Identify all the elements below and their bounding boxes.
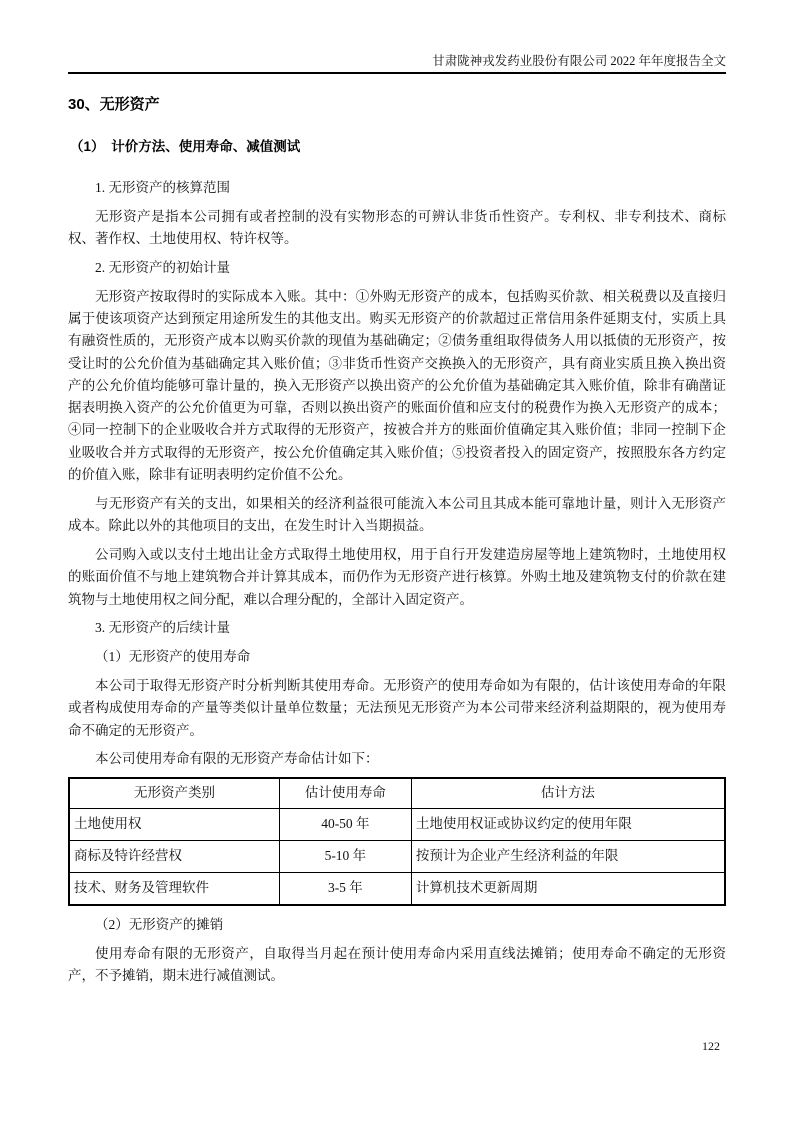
- expenditure-paragraph: 与无形资产有关的支出，如果相关的经济利益很可能流入本公司且其成本能可靠地计量，则计入无形资产成本。除此以外的其他项目的支出，在发生时计入当期损益。: [68, 495, 726, 534]
- item2-heading: 2. 无形资产的初始计量: [95, 259, 230, 275]
- item1-heading: 1. 无形资产的核算范围: [95, 180, 230, 195]
- item1-paragraph: 无形资产是指本公司拥有或者控制的没有实物形态的可辨认非货币性资产。专利权、非专利技术、商标权、著作权、土地使用权、特许权等。: [68, 208, 726, 247]
- sub2-paragraph: 使用寿命有限的无形资产，自取得当月起在预计使用寿命内采用直线法摊销；使用寿命不确定的无形资产，不予摊销，期末进行减值测试。: [68, 945, 726, 984]
- table-cell-method: 计算机技术更新周期: [411, 873, 725, 906]
- table-header-row: [69, 778, 725, 809]
- table-cell-category: 土地使用权: [69, 809, 279, 841]
- table-cell-life: 5-10 年: [279, 841, 411, 873]
- land-use-paragraph: 公司购入或以支付土地出让金方式取得土地使用权，用于自行开发建造房屋等地上建筑物时，土地使用权的账面价值不与地上建筑物合并计算其成本，而仍作为无形资产进行核算。外购土地及建筑物支付的价款在建筑物与土地使用权之间分配，难以合理分配的，全部计入固定资产。: [68, 546, 726, 607]
- table-row: [69, 873, 725, 906]
- sub2-heading: （2）无形资产的摊销: [95, 917, 224, 933]
- sub1-heading: （1）无形资产的使用寿命: [95, 649, 251, 665]
- item2-paragraph: 无形资产按取得时的实际成本入账。其中：①外购无形资产的成本，包括购买价款、相关税费以及直接归属于使该项资产达到预定用途所发生的其他支出。购买无形资产的价款超过正常信用条件延期支付，实质上具有融资性质的，无形资产成本以购买价款的现值为基础确定；②债务重组取得债务人用以抵债的无形资产，按受让时的公允价值为基础确定其入账价值；③非货币性资产交换换入的无形资产，具有商业实质且换入换出资产的公允价值均能够可靠计量的，换入无形资产以换出资产的公允价值为基础确定其入账价值，除非有确凿证据表明换入资产的公允价值更为可靠，否则以换出资产的账面价值和应支付的税费作为换入无形资产的成本；④同一控制下的企业吸收合并方式取得的无形资产，按被合并方的账面价值确定其入账价值；非同一控制下企业吸收合并方式取得的无形资产，按公允价值确定其入账价值；⑤投资者投入的固定资产，按照股东各方约定的价值入账，除非有证明表明约定价值不公允。: [68, 288, 726, 483]
- page-number: 122: [702, 1039, 720, 1053]
- table-cell-method: 按预计为企业产生经济利益的年限: [411, 841, 725, 873]
- item3-heading: 3. 无形资产的后续计量: [95, 620, 230, 636]
- table-header-method: 估计方法: [411, 778, 725, 809]
- table-cell-life: 3-5 年: [279, 873, 411, 906]
- body-text: [68, 177, 726, 988]
- table-header-life: 估计使用寿命: [279, 778, 411, 809]
- table-row: [69, 841, 725, 873]
- table-cell-life: 40-50 年: [279, 809, 411, 841]
- section-heading-valuation: （1） 计价方法、使用寿命、减值测试: [70, 139, 301, 154]
- report-header: 甘肃陇神戎发药业股份有限公司 2022 年年度报告全文: [68, 0, 726, 74]
- useful-life-table: [68, 777, 726, 906]
- page-title: 30、无形资产: [68, 96, 160, 113]
- page-content: [68, 96, 726, 988]
- table-header-category: 无形资产类别: [69, 778, 279, 809]
- table-intro: 本公司使用寿命有限的无形资产寿命估计如下：: [95, 751, 379, 767]
- table-cell-method: 土地使用权证或协议约定的使用年限: [411, 809, 725, 841]
- sub1-paragraph: 本公司于取得无形资产时分析判断其使用寿命。无形资产的使用寿命如为有限的，估计该使用寿命的年限或者构成使用寿命的产量等类似计量单位数量；无法预见无形资产为本公司带来经济利益期限的，视为使用寿命不确定的无形资产。: [68, 677, 726, 738]
- table-cell-category: 技术、财务及管理软件: [69, 873, 279, 906]
- table-cell-category: 商标及特许经营权: [69, 841, 279, 873]
- table-row: [69, 809, 725, 841]
